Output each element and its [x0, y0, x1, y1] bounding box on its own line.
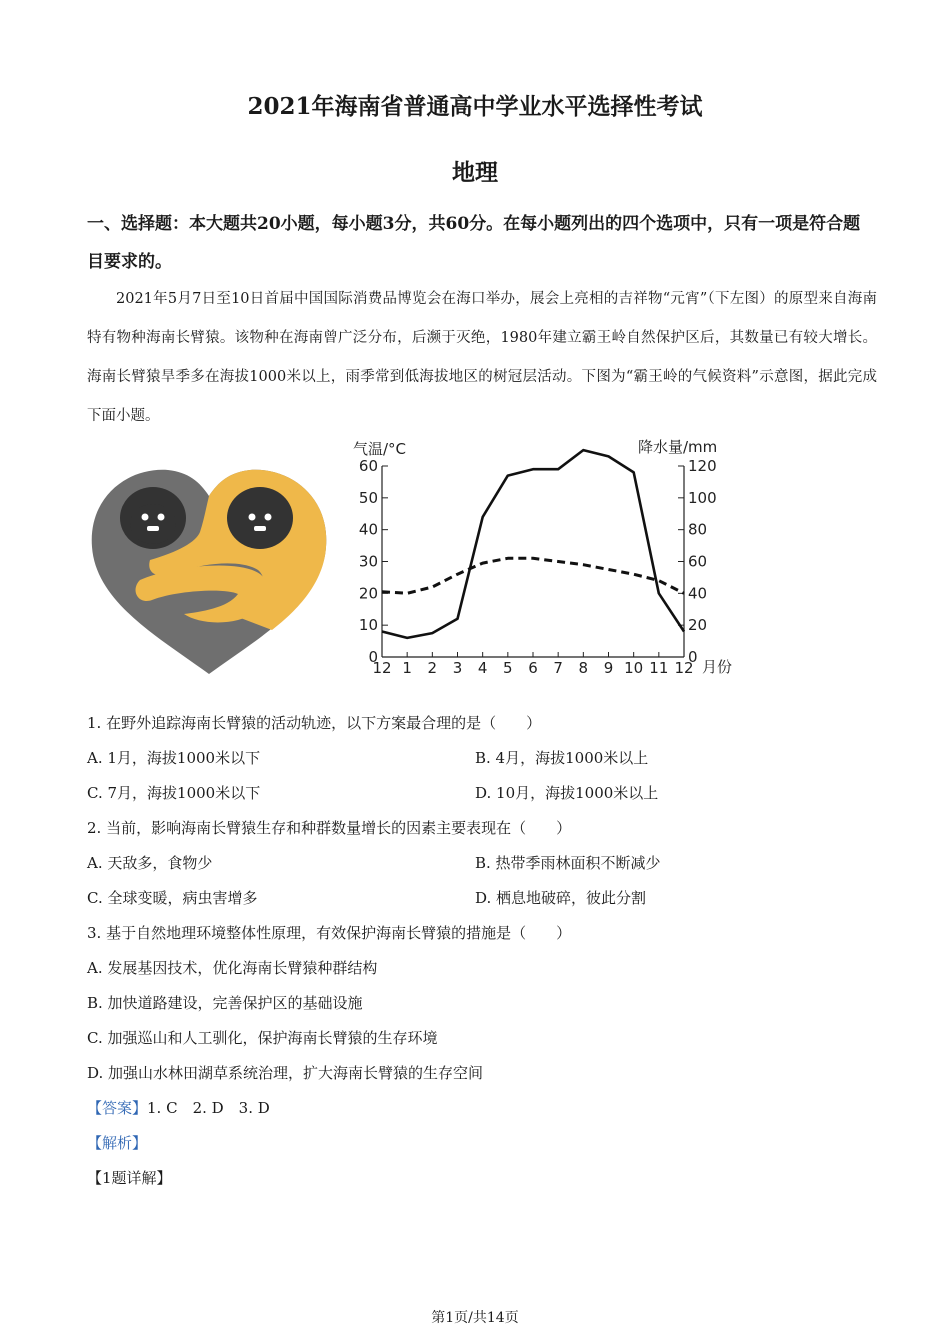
- right-tick-label: 80: [688, 520, 708, 539]
- left-tick-label: 30: [358, 552, 378, 571]
- question-2-option-a: A. 天敌多，食物少: [87, 854, 213, 872]
- left-tick-label: 0: [368, 648, 378, 666]
- right-tick-label: 0: [688, 648, 698, 666]
- question-1-option-b: B. 4月，海拔1000米以上: [475, 749, 649, 767]
- left-tick-label: 60: [358, 457, 378, 475]
- left-tick-label: 50: [358, 488, 378, 507]
- precipitation-line: [382, 450, 684, 638]
- question-3-option-d: D. 加强山水林田湖草系统治理，扩大海南长臂猿的生存空间: [87, 1064, 484, 1082]
- question-2-option-b: B. 热带季雨林面积不断减少: [475, 854, 661, 872]
- mascot-illustration: [88, 462, 330, 680]
- x-axis-label: 月份: [702, 658, 733, 676]
- detail-label: 【1题详解】: [87, 1169, 172, 1187]
- left-tick-label: 10: [358, 616, 378, 635]
- right-tick-label: 120: [688, 457, 717, 475]
- question-2-stem: 2. 当前，影响海南长臂猿生存和种群数量增长的因素主要表现在（ ）: [87, 819, 572, 837]
- left-axis-label: 气温/°C: [353, 440, 407, 458]
- passage-text: 2021年5月7日至10日首届中国国际消费品博览会在海口举办，展会上亮相的吉祥物“元宵”（下左图）的原型来自海南特有物种海南长臂猿。该物种在海南曾广泛分布，后濒于灭绝，1980年建立霸王岭自然保护区后，其数量已有较大增长。海南长臂猿旱季多在海拔1000米以上，雨季常到低海拔地区的树冠层活动。下图为“霸王岭的气候资料”示意图，据此完成下面小题。: [87, 291, 877, 424]
- question-1-option-c: C. 7月，海拔1000米以下: [87, 784, 261, 802]
- right-tick-label: 60: [688, 552, 708, 571]
- question-1-option-a: A. 1月，海拔1000米以下: [87, 749, 261, 767]
- x-tick-label: 1: [402, 659, 412, 677]
- x-tick-label: 12: [372, 659, 392, 677]
- right-tick-label: 20: [688, 616, 708, 635]
- x-tick-label: 12: [674, 659, 694, 677]
- left-tick-label: 40: [358, 520, 378, 539]
- subject-title: 地理: [452, 159, 498, 186]
- x-tick-label: 8: [578, 659, 589, 677]
- analysis-label: 【解析】: [87, 1134, 148, 1152]
- monkey-face-left-icon: [120, 487, 186, 549]
- answer-label: 【答案】: [87, 1099, 148, 1117]
- question-3-option-a: A. 发展基因技术，优化海南长臂猿种群结构: [87, 959, 378, 977]
- left-tick-label: 20: [358, 584, 378, 603]
- page-footer: 第1页/共14页: [431, 1310, 519, 1326]
- right-axis-label: 降水量/mm: [638, 438, 718, 456]
- question-2-option-c: C. 全球变暖，病虫害增多: [87, 889, 258, 907]
- x-tick-label: 9: [603, 659, 614, 677]
- monkey-face-right-icon: [227, 487, 293, 549]
- question-3-option-b: B. 加快道路建设，完善保护区的基础设施: [87, 994, 363, 1012]
- x-tick-label: 4: [477, 659, 488, 677]
- answer-line: [87, 1097, 270, 1119]
- temperature-line: [382, 558, 684, 593]
- x-tick-label: 2: [427, 659, 438, 677]
- climate-chart: [338, 432, 750, 684]
- question-3-stem: 3. 基于自然地理环境整体性原理，有效保护海南长臂猿的措施是（ ）: [87, 924, 572, 942]
- right-tick-label: 100: [688, 488, 717, 507]
- x-tick-label: 5: [503, 659, 513, 677]
- x-tick-label: 10: [624, 659, 644, 677]
- question-2-option-d: D. 栖息地破碎，彼此分割: [475, 889, 647, 907]
- section-heading: 一、选择题：本大题共20小题，每小题3分，共60分。在每小题列出的四个选项中，只有一项是符合题目要求的。: [87, 214, 861, 272]
- question-3-option-c: C. 加强巡山和人工驯化，保护海南长臂猿的生存环境: [87, 1029, 438, 1047]
- x-tick-label: 3: [452, 659, 463, 677]
- question-1-stem: 1. 在野外追踪海南长臂猿的活动轨迹，以下方案最合理的是（ ）: [87, 714, 542, 732]
- right-tick-label: 40: [688, 584, 708, 603]
- x-tick-label: 11: [649, 659, 669, 677]
- x-tick-label: 7: [553, 659, 563, 677]
- exam-title: 2021年海南省普通高中学业水平选择性考试: [247, 93, 703, 120]
- x-tick-label: 6: [528, 659, 538, 677]
- answer-text: 1. C 2. D 3. D: [147, 1099, 270, 1117]
- question-1-option-d: D. 10月，海拔1000米以上: [475, 784, 659, 802]
